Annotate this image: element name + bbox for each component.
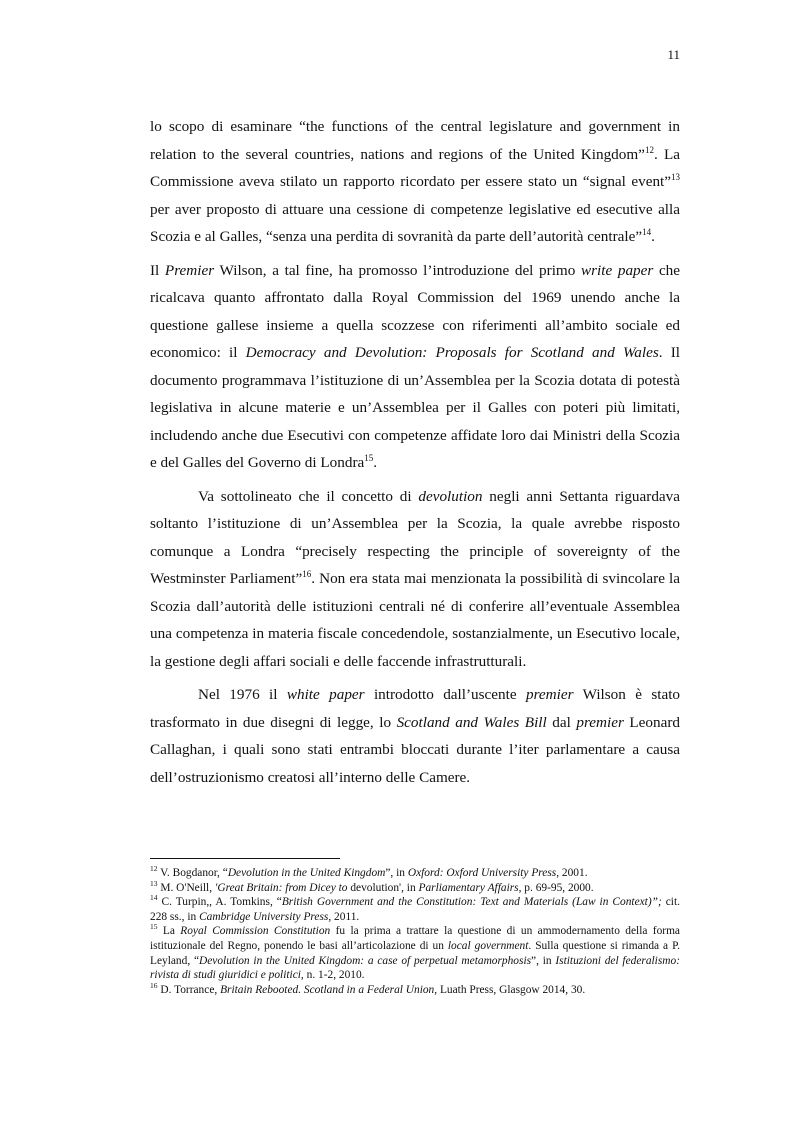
- italic-text: Premier: [164, 261, 215, 279]
- footnote-ref: 13: [150, 878, 158, 888]
- footnote-separator: [150, 858, 340, 859]
- text-run: fu la prima a trattare la questione di un ammodernamento della forma istituzionale del Regno, ponendo le basi all’articolazione di un: [150, 925, 680, 952]
- footnote: [150, 866, 680, 881]
- text-run: , n. 1-2, 2010.: [300, 969, 365, 982]
- italic-text: Devolution in the United Kingdom: a case of perpetual metamorphosis: [199, 954, 532, 967]
- footnote-ref: 13: [671, 171, 680, 182]
- text-run: lo scopo di esaminare “the functions of the central legislature and government in relation to the several countries, nations and regions of the United Kingdom”: [150, 118, 680, 163]
- paragraph: [150, 113, 680, 251]
- text-run: C. Turpin,, A. Tomkins, “: [157, 896, 282, 909]
- footnote-ref: 16: [302, 568, 312, 579]
- text-run: introdotto dall’uscente: [364, 686, 526, 703]
- italic-text: 'Great Britain: from Dicey to: [214, 881, 348, 894]
- text-run: negli anni Settanta riguardava soltanto l’istituzione di un’Assemblea per la Scozia, la quale avrebbe risposto comunque a Londra “precisely respecting the principle of sovereignty of the Westminster Parliament”: [150, 487, 680, 587]
- text-run: .: [651, 228, 655, 245]
- paragraph: [150, 257, 680, 477]
- italic-text: Devolution in the United Kingdom: [227, 867, 386, 879]
- footnote: [150, 924, 680, 982]
- italic-text: Cambridge University Press: [199, 910, 329, 923]
- footnote-ref: 12: [150, 864, 158, 874]
- text-run: M. O'Neill,: [157, 881, 215, 894]
- text-run: , p. 69-95, 2000.: [518, 881, 594, 894]
- page-number: 11: [667, 47, 680, 62]
- footnotes: [150, 866, 680, 997]
- text-run: , 2001.: [556, 867, 588, 879]
- text-run: che ricalcava quanto affrontato dalla Royal Commission del 1969 unendo anche la questione gallese insieme a quella scozzese con riferimenti all’ambito sociale ed economico: il: [150, 261, 681, 361]
- text-run: La: [157, 925, 181, 938]
- footnote-ref: 14: [642, 226, 652, 237]
- italic-text: local government: [447, 939, 529, 952]
- text-run: Wilson è stato trasformato in due disegni di legge, lo: [150, 686, 681, 731]
- text-run: . La Commissione aveva stilato un rapporto ricordato per essere stato un “signal event”: [150, 145, 680, 190]
- footnote-ref: 15: [364, 452, 374, 463]
- text-run: . Il documento programmava l’istituzione di un’Assemblea per la Scozia dotata di potestà legislativa in alcune materie e un’Assemblea per il Galles con poteri più limitati, includendo anche due Esecutivi con competenze affidate loro dai Ministri della Scozia e del Galles del Governo di Londra: [150, 344, 680, 471]
- italic-text: write paper: [580, 261, 654, 279]
- italic-text: Parliamentary Affairs: [418, 881, 519, 894]
- footnote-ref: 12: [644, 144, 654, 155]
- text-run: cit. 228 ss., in: [150, 896, 680, 923]
- paragraph: [150, 483, 680, 676]
- text-run: devolution', in: [347, 881, 419, 894]
- text-run: Wilson, a tal fine, ha promosso l’introduzione del primo: [214, 261, 581, 279]
- italic-text: premier: [525, 686, 574, 703]
- text-run: Leonard Callaghan, i quali sono stati entrambi bloccati durante l’iter parlamentare a causa dell’ostruzionismo creatosi all’interno delle Camere.: [150, 713, 680, 786]
- italic-text: white paper: [286, 686, 365, 703]
- italic-text: Royal Commission Constitution: [180, 925, 331, 938]
- italic-text: premier: [576, 713, 624, 731]
- text-run: dal: [546, 713, 577, 731]
- body-text: [150, 113, 680, 797]
- text-run: Nel 1976 il: [198, 686, 287, 703]
- italic-text: Istituzioni del federalismo: rivista di studi giuridici e politici: [150, 954, 680, 982]
- italic-text: British Government and the Constitution: Text and Materials (Law in Context)”;: [281, 896, 662, 909]
- text-run: ”, in: [385, 867, 408, 879]
- text-run: , 2011.: [328, 910, 360, 923]
- italic-text: devolution: [418, 487, 483, 505]
- text-run: ”, in: [531, 954, 556, 967]
- italic-text: Scotland and Wales Bill: [396, 713, 547, 731]
- text-run: D. Torrance,: [157, 983, 221, 996]
- italic-text: Britain Rebooted. Scotland in a Federal Union: [220, 983, 435, 996]
- text-run: per aver proposto di attuare una cessione di competenze legislative ed esecutive alla Scozia e al Galles, “senza una perdita di sovranità da parte dell’autorità centrale”: [150, 200, 680, 245]
- text-run: Va sottolineato che il concetto di: [198, 487, 419, 505]
- text-run: , Luath Press, Glasgow 2014, 30.: [434, 983, 586, 996]
- footnote: [150, 895, 680, 924]
- footnote-ref: 14: [150, 893, 158, 903]
- text-run: Il: [150, 261, 165, 279]
- italic-text: Oxford: Oxford University Press: [407, 867, 557, 879]
- footnote-ref: 15: [150, 922, 158, 932]
- paragraph: [150, 681, 680, 791]
- italic-text: Democracy and Devolution: Proposals for Scotland and Wales: [245, 344, 659, 361]
- footnote: [150, 878, 680, 896]
- text-run: .: [373, 454, 378, 471]
- text-run: . Sulla questione si rimanda a P. Leyland, “: [150, 939, 680, 967]
- text-run: V. Bogdanor, “: [157, 867, 228, 879]
- footnote-ref: 16: [150, 980, 158, 990]
- text-run: . Non era stata mai menzionata la possibilità di svincolare la Scozia dall’autorità delle istituzioni centrali né di conferire all’eventuale Assemblea una competenza in materia fiscale concedendole, sostanzialmente, un Esecutivo locale, la gestione degli affari sociali e delle faccende infrastrutturali.: [150, 570, 681, 670]
- footnote: [150, 980, 680, 998]
